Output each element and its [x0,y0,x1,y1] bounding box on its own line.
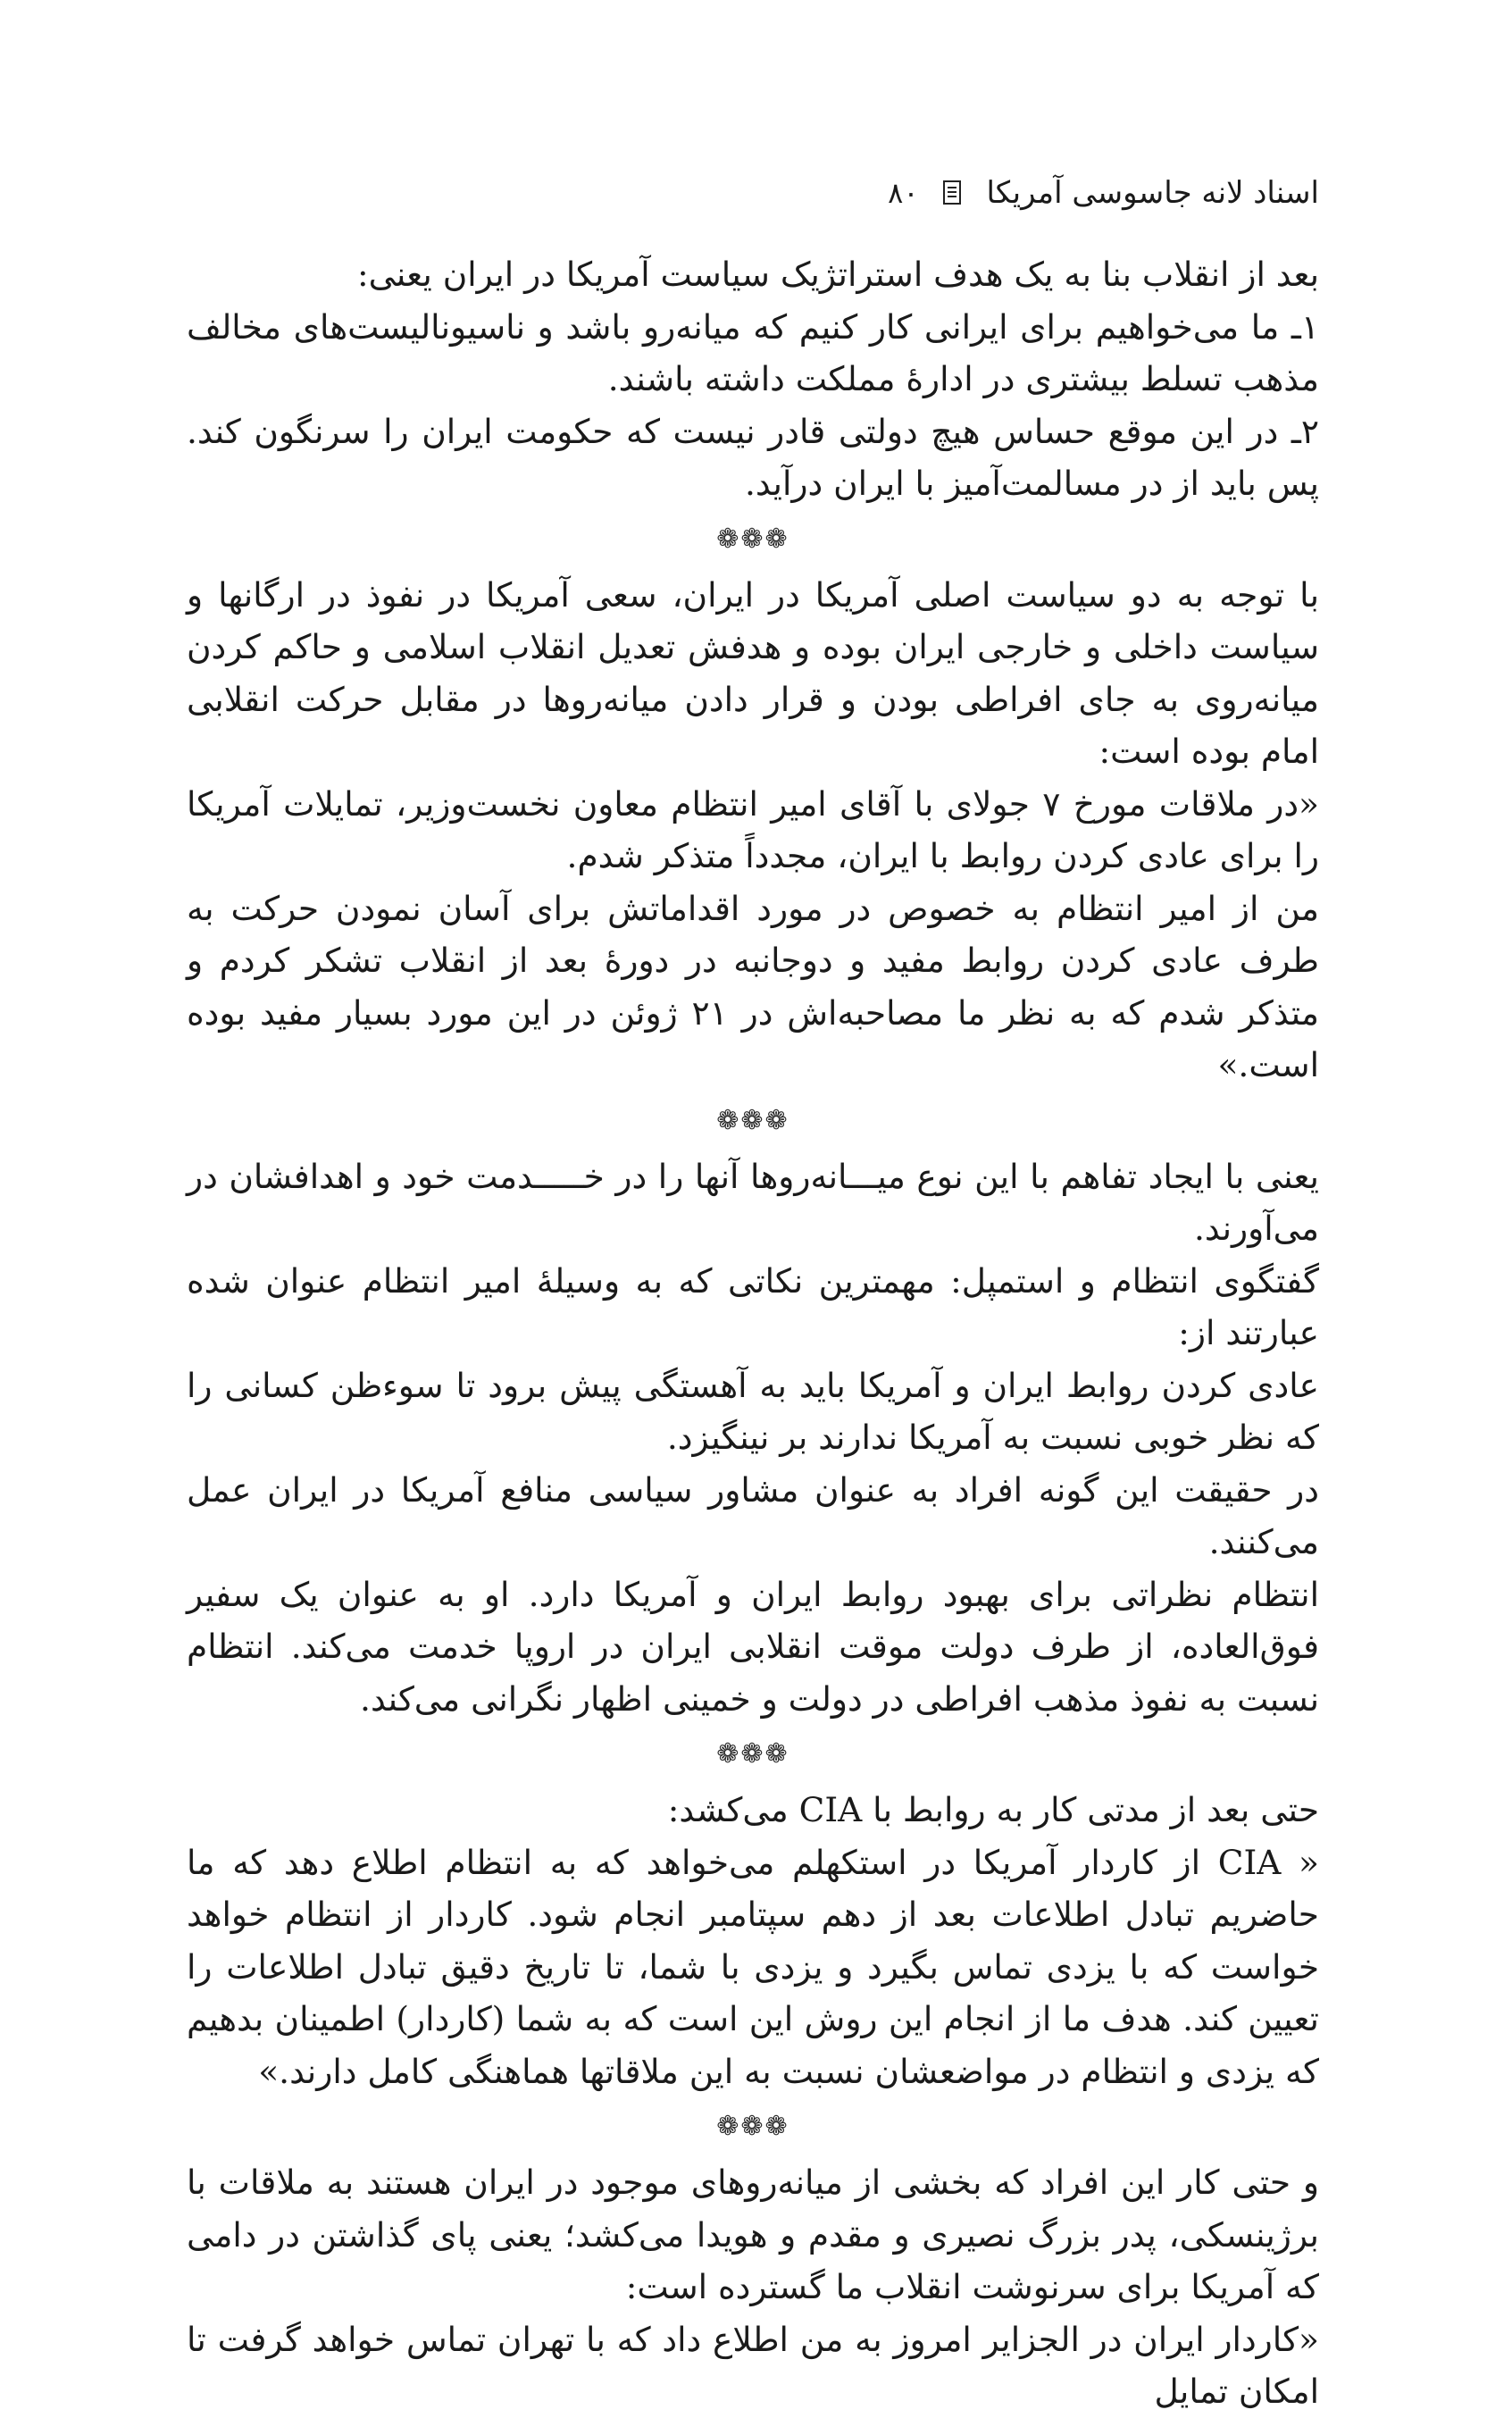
document-icon [942,180,964,205]
paragraph-6: انتظام نظراتی برای بهبود روابط ایران و آمریکا دارد. او به عنوان یک سفیر فوق‌العاده، از طرف دولت موقت انقلابی ایران در اروپا خدمت می‌کند. انتظام نسبت به نفوذ مذهب افراطی در دولت و خمینی اظهار نگرانی می‌کند. [187,1574,1319,1719]
intro-paragraph: بعد از انقلاب بنا به یک هدف استراتژیک سیاست آمریکا در ایران یعنی: [357,255,1319,294]
running-header [888,175,1319,211]
section-separator: ❁❁❁ [716,2111,789,2142]
quote-1: «در ملاقات مورخ ۷ جولای با آقای امیر انتظام معاون نخست‌وزیر، تمایلات آمریکا را برای عادی کردن روابط با ایران، مجدداً متذکر شدم. [187,783,1319,875]
section-separator: ❁❁❁ [716,523,789,555]
paragraph-7: حتی بعد از مدتی کار به روابط با CIA می‌کشد: [667,1790,1319,1829]
section-separator: ❁❁❁ [716,1104,789,1136]
page-number: ۸۰ [888,176,919,210]
paragraph-3: گفتگوی انتظام و استمپل: مهمترین نکاتی که به وسیلهٔ امیر انتظام عنوان شده عبارتند از: [187,1260,1319,1352]
paragraph-5: در حقیقت این گونه افراد به عنوان مشاور سیاسی منافع آمریکا در ایران عمل می‌کنند. [187,1469,1319,1561]
quote-3: «کاردار ایران در الجزایر امروز به من اطلاع داد که با تهران تماس خواهد گرفت تا امکان تمایل [187,2319,1319,2411]
list-item-2: ۲ـ در این موقع حساس هیچ دولتی قادر نیست که حکومت ایران را سرنگون کند. پس باید از در مسالمت‌آمیز با ایران درآید. [187,411,1319,503]
paragraph-8: و حتی کار این افراد که بخشی از میانه‌روهای موجود در ایران هستند به ملاقات با برژینسکی، پدر بزرگ نصیری و مقدم و هویدا می‌کشد؛ یعنی پای گذاشتن در دامی که آمریکا برای سرنوشت انقلاب ما گسترده است: [187,2163,1319,2306]
section-separator: ❁❁❁ [716,1738,789,1770]
quote-1-continued: من از امیر انتظام به خصوص در مورد اقداماتش برای آسان نمودن حرکت به طرف عادی کردن روابط مفید و دوجانبه در دورهٔ بعد از انقلاب تشکر کردم و متذکر شدم که به نظر ما مصاحبه‌اش در ۲۱ ژوئن در این مورد بسیار مفید بوده است.» [187,888,1319,1084]
book-title: اسناد لانه جاسوسی آمریکا [986,175,1319,211]
paragraph-1: با توجه به دو سیاست اصلی آمریکا در ایران، سعی آمریکا در نفوذ در ارگانها و سیاست داخلی و خارجی ایران بوده و هدفش تعدیل انقلاب اسلامی و حاکم کردن میانه‌روی به جای افراطی بودن و قرار دادن میانه‌روها در مقابل حرکت انقلابی امام بوده است: [187,574,1319,771]
page-body [187,248,1319,2418]
paragraph-4: عادی کردن روابط ایران و آمریکا باید به آهستگی پیش برود تا سوء‌ظن کسانی را که نظر خوبی نسبت به آمریکا ندارند بر نینگیزد. [187,1365,1319,1457]
paragraph-2: یعنی با ایجاد تفاهم با این نوع میـــانه‌روها آنها را در خـــــدمت خود و اهدافشان در می‌آورند. [187,1156,1319,1248]
list-item-1: ۱ـ ما می‌خواهیم برای ایرانی کار کنیم که میانه‌رو باشد و ناسیونالیست‌های مخالف مذهب تسلط بیشتری در ادارهٔ مملکت داشته باشند. [187,306,1319,398]
quote-2: « CIA از کاردار آمریکا در استکهلم می‌خواهد که به انتظام اطلاع دهد که ما حاضریم تبادل اطلاعات بعد از دهم سپتامبر انجام شود. کاردار از انتظام خواهد خواست که با یزدی تماس بگیرد و یزدی با شما، تا تاریخ دقیق تبادل اطلاعات را تعیین کند. هدف ما از انجام این روش این است که به شما (کاردار) اطمینان بدهیم که یزدی و انتظام در مواضعشان نسبت به این ملاقاتها هماهنگی کامل دارند.» [187,1842,1319,2091]
